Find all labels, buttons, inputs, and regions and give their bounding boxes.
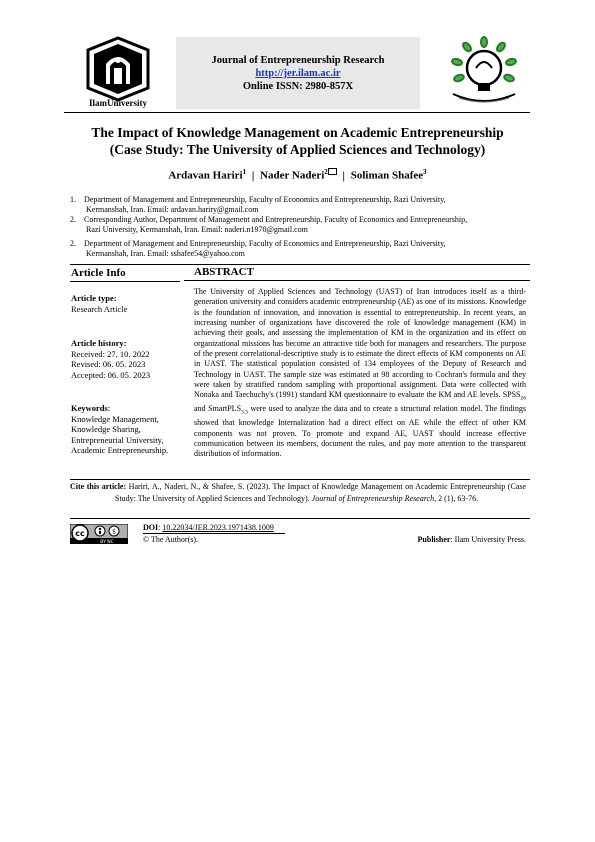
journal-title: Journal of Entrepreneurship Research [211, 55, 385, 66]
keywords-colon: : [107, 403, 111, 413]
author-affiliation-mark: 2 [324, 168, 328, 176]
license-badge-text: BY NC [100, 540, 114, 544]
svg-text:cc: cc [75, 529, 85, 538]
publisher-label: Publisher [417, 535, 451, 544]
info-heading-underline [70, 281, 180, 282]
citation-top-divider [70, 479, 530, 480]
doi-link[interactable]: 10.22034/JER.2023.1971438.1009 [162, 523, 274, 532]
publisher-line [380, 535, 526, 544]
citation-bottom-divider [70, 518, 530, 519]
keywords-label: Keywords [71, 403, 108, 413]
author-affiliation-mark: 3 [423, 168, 427, 176]
publisher-name: : Ilam University Press. [450, 535, 526, 544]
affiliation-text: Corresponding Author, Department of Management and Entrepreneurship, Faculty of Economics and Entrepreneurship, [84, 215, 468, 224]
author-name: Soliman Shafee [350, 169, 424, 182]
abstract-heading: ABSTRACT [194, 266, 254, 278]
author-name: Nader Naderi [260, 169, 325, 182]
doi-underline [143, 533, 285, 534]
author-list [40, 168, 555, 182]
smartpls-version: 3.3 [241, 409, 248, 416]
article-title-line-2: (Case Study: The University of Applied Sciences and Technology) [109, 142, 486, 157]
revised-date: Revised: 06. 05. 2023 [71, 359, 146, 369]
journal-issn: Online ISSN: 2980-857X [242, 81, 354, 92]
received-date: Received: 27. 10. 2022 [71, 348, 150, 359]
journal-lightbulb-logo [445, 36, 523, 108]
article-type-label: Article type: [71, 293, 117, 303]
affiliation-text-continued: Kermanshah, Iran. Email: sshafee54@yahoo.com [86, 249, 245, 258]
spss-version: 26 [520, 396, 526, 403]
author-name: Ardavan Hariri [168, 169, 243, 182]
abstract-body [194, 287, 526, 460]
article-history-label: Article history: [71, 338, 127, 348]
author-separator: | [251, 169, 255, 182]
doi-label: DOI [143, 523, 159, 532]
abstract-text-part: and SmartPLS [194, 404, 242, 414]
citation-text: Hariri, A., Naderi, N., & Shafee, S. (2023). The Impact of Knowledge Management on Academic Entrepreneurship (Case Study: The University of Applied Sciences and Technology). [115, 482, 527, 503]
author-separator: | [342, 169, 345, 182]
article-info-heading: Article Info [71, 267, 126, 279]
article-history-block [71, 338, 183, 380]
article-type-value: Research Article [71, 303, 128, 314]
affiliation-item [70, 215, 522, 235]
abstract-text-part: were used to analyze the data and to create a structural relation model. The findings showed that knowledge Internalization had a direct effect on AE while the effect of other KM components was not proven. To promote and expand AE, UAST should increase effective communication between its members, document the rules, and pay more attention to the transparent distribution of information. [194, 404, 526, 459]
abstract-text-part: The University of Applied Sciences and Technology (UAST) of Iran introduces itself as a third-generation university and considers academic entrepreneurship (AE) as one of its missions. Knowledge is the foundation of innovation, and innovation is essential to entrepreneurship. In recent years, an increasing number of organizations have discovered the role of knowledge management (KM) in achieving their goals, and assessing the implementation of KM in the organization and its effect on organizational missions has become an attractive title both for managers and researchers. The purpose of the present correlational-descriptive study is to estimate the direct effects of KM components on AE in UAST. The statistical population consisted of 134 employees of the Deputy of Research and Technology in UAST. The sample size was estimated at 98 according to Cochran's formula and they were taken by stratified random sampling with proportional assignment. Data were collected with Nonaka and Taechuchy's (1991) standard KM questionnaire to evaluate the KM and AE levels. SPSS [194, 287, 526, 400]
keyword-item: Entrepreneurial University, [71, 434, 164, 445]
abstract-heading-underline [184, 280, 530, 281]
copyright-notice: © The Author(s). [143, 535, 199, 544]
citation-tail: , 2 (1), 63-76. [434, 493, 479, 503]
keyword-item: Academic Entrepreneurship. [71, 445, 169, 455]
doi-line: DOI: 10.22034/JER.2023.1971438.1009 [143, 523, 274, 532]
citation-block [70, 481, 526, 504]
affiliation-text: Department of Management and Entrepreneurship, Faculty of Economics and Entrepreneurship, Razi University, [84, 195, 446, 204]
keywords-block [71, 403, 183, 456]
article-title-line-1: The Impact of Knowledge Management on Academic Entrepreneurship [91, 125, 504, 140]
citation-label: Cite this article: [70, 482, 127, 491]
accepted-date: Accepted: 06. 05. 2023 [71, 369, 151, 380]
affiliation-item [70, 239, 522, 259]
affiliation-number: 2. [70, 215, 76, 224]
affiliation-text: Department of Management and Entrepreneurship, Faculty of Economics and Entrepreneurship, Razi University, [84, 239, 446, 248]
affiliation-number: 1. [70, 195, 76, 204]
affiliation-item [70, 195, 522, 215]
author-affiliation-mark: 1 [242, 168, 247, 176]
citation-journal: Journal of Entrepreneurship Research [311, 493, 435, 503]
info-top-divider [70, 264, 530, 265]
envelope-icon [328, 168, 337, 175]
svg-text:$: $ [112, 528, 116, 536]
creative-commons-license-badge[interactable] [70, 524, 128, 544]
affiliation-number: 2. [70, 239, 76, 248]
university-name-label: IlamUniversity [89, 98, 147, 108]
affiliation-text-continued: Razi University, Kermanshah, Iran. Email: naderi.n1970@gmail.com [86, 225, 308, 234]
keyword-item: Knowledge Management, [71, 413, 159, 424]
journal-url-link[interactable]: http://jer.ilam.ac.ir [255, 68, 341, 79]
affiliation-text-continued: Kermanshah, Iran. Email: ardavan.hariry@gmail.com [86, 205, 259, 214]
keyword-item: Knowledge Sharing, [71, 424, 141, 434]
header-divider [64, 112, 530, 113]
article-type-block [71, 293, 183, 314]
